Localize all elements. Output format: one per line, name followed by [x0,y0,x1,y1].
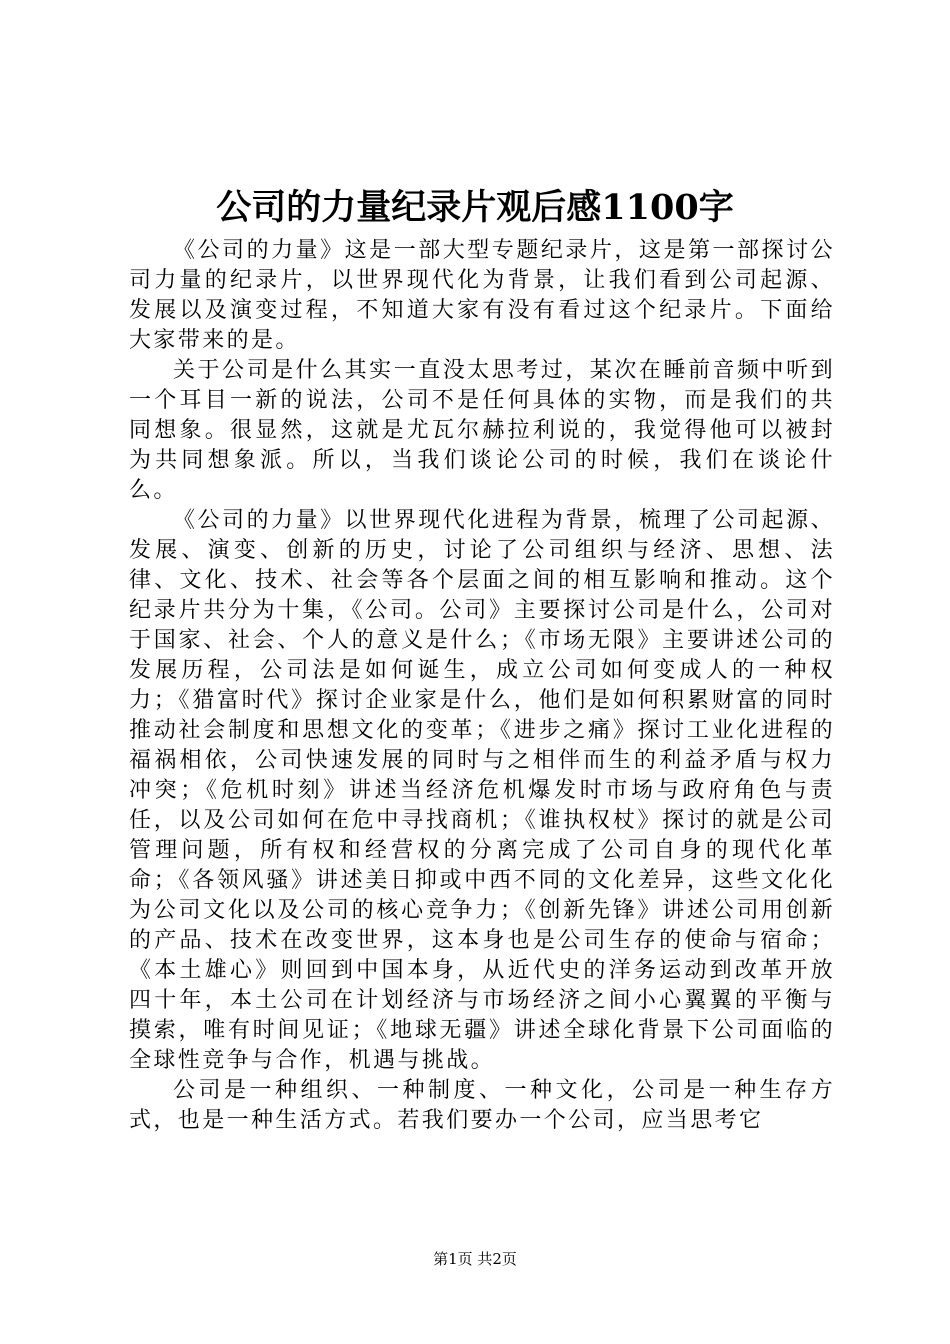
page-number-footer: 第1页 共2页 [433,1250,517,1268]
paragraph-3: 《公司的力量》以世界现代化进程为背景，梳理了公司起源、发展、演变、创新的历史，讨论了公司组织与经济、思想、法律、文化、技术、社会等各个层面之间的相互影响和推动。这个纪录片共分为十集，《公司。公司》主要探讨公司是什么，公司对于国家、社会、个人的意义是什么；《市场无限》主要讲述公司的发展历程，公司法是如何诞生，成立公司如何变成人的一种权力；《猎富时代》探讨企业家是什么，他们是如何积累财富的同时推动社会制度和思想文化的变革；《进步之痛》探讨工业化进程的福祸相依，公司快速发展的同时与之相伴而生的利益矛盾与权力冲突；《危机时刻》讲述当经济危机爆发时市场与政府角色与责任，以及公司如何在危中寻找商机；《谁执权杖》探讨的就是公司管理问题，所有权和经营权的分离完成了公司自身的现代化革命；《各领风骚》讲述美日抑或中西不同的文化差异，这些文化化为公司文化以及公司的核心竞争力；《创新先锋》讲述公司用创新的产品、技术在改变世界，这本身也是公司生存的使命与宿命；《本土雄心》则回到中国本身，从近代史的洋务运动到改革开放四十年，本土公司在计划经济与市场经济之间小心翼翼的平衡与摸索，唯有时间见证；《地球无疆》讲述全球化背景下公司面临的全球性竞争与合作，机遇与挑战。 [129,508,835,1073]
paragraph-2: 关于公司是什么其实一直没太思考过，某次在睡前音频中听到一个耳目一新的说法，公司不是任何具体的实物，而是我们的共同想象。很显然，这就是尤瓦尔赫拉利说的，我觉得他可以被封为共同想象派。所以，当我们谈论公司的时候，我们在谈论什么。 [129,358,835,503]
paragraph-1: 《公司的力量》这是一部大型专题纪录片，这是第一部探讨公司力量的纪录片，以世界现代化为背景，让我们看到公司起源、发展以及演变过程，不知道大家有没有看过这个纪录片。下面给大家带来的是。 [129,238,835,353]
paragraph-4: 公司是一种组织、一种制度、一种文化，公司是一种生存方式，也是一种生活方式。若我们要办一个公司，应当思考它 [129,1078,835,1133]
document-body [129,236,835,1136]
document-title: 公司的力量纪录片观后感1100字 [216,187,734,228]
